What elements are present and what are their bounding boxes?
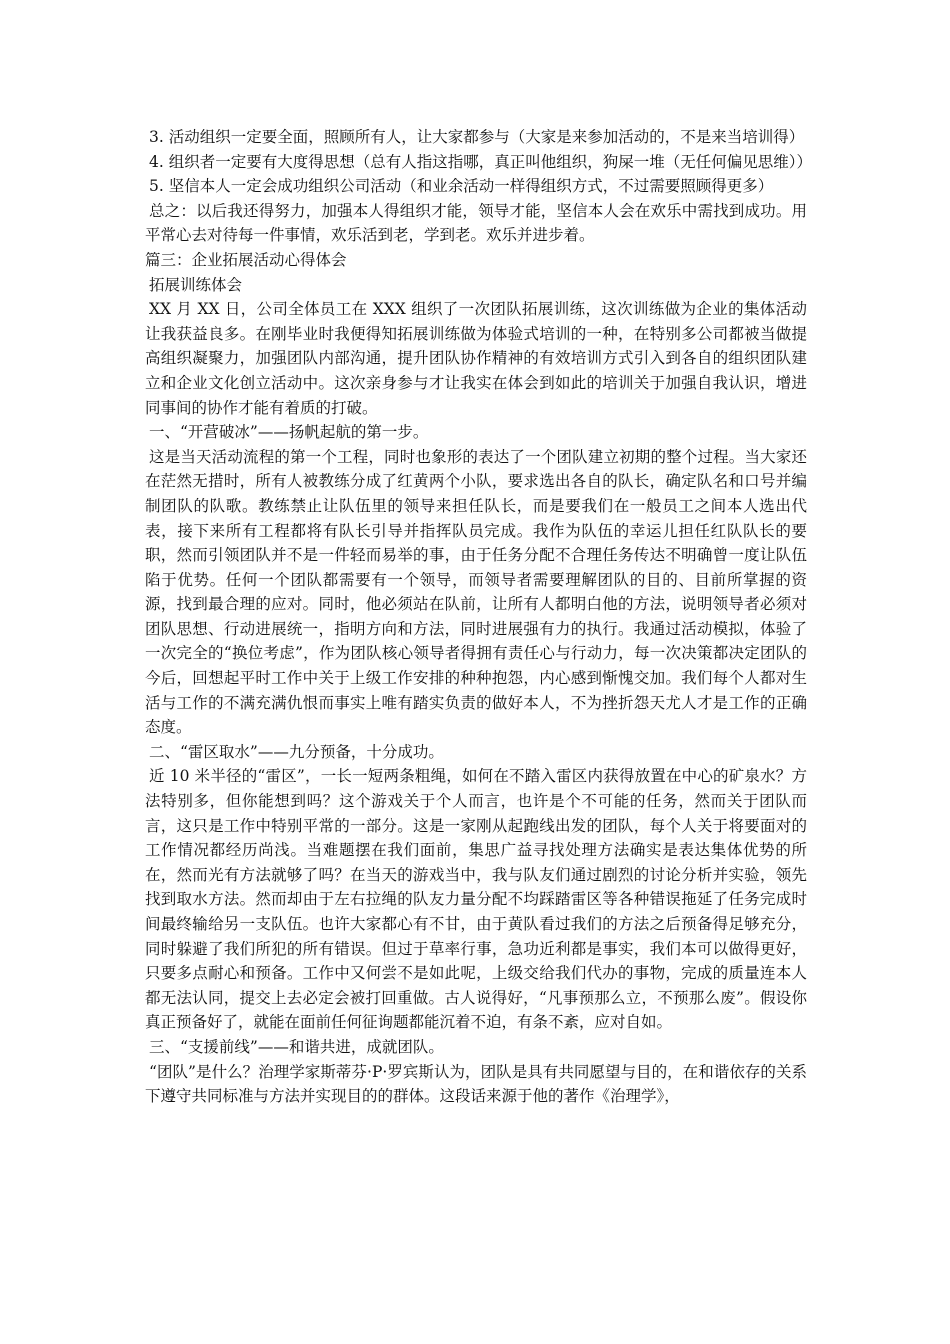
document-body — [145, 125, 812, 1109]
list-item-4: 4. 组织者一定要有大度得思想（总有人指这指哪，真正叫他组织，狗屎一堆（无任何偏见思维）） — [149, 152, 812, 171]
section-title: 篇三：企业拓展活动心得体会 — [145, 250, 347, 269]
subheading-3: 三、“支援前线”——和谐共进，成就团队。 — [149, 1037, 444, 1056]
list-item-3: 3. 活动组织一定要全面，照顾所有人，让大家都参与（大家是来参加活动的，不是来当培训得） — [149, 128, 805, 146]
summary-paragraph: 总之：以后我还得努力，加强本人得组织才能，领导才能，坚信本人会在欢乐中需找到成功。用平常心去对待每一件事情，欢乐活到老，学到老。欢乐并进步着。 — [145, 201, 807, 245]
body-paragraph-3: “团队”是什么？治理学家斯蒂芬·P·罗宾斯认为，团队是具有共同愿望与目的，在和谐依存的关系下遵守共同标准与方法并实现目的的群体。这段话来源于他的著作《治理学》， — [145, 1062, 807, 1106]
intro-paragraph: XX 月 XX 日，公司全体员工在 XXX 组织了一次团队拓展训练，这次训练做为企业的集体活动让我获益良多。在刚毕业时我便得知拓展训练做为体验式培训的一种，在特别多公司都被当做提高组织凝聚力，加强团队内部沟通，提升团队协作精神的有效培训方式引入到各自的组织团队建立和企业文化创立活动中。这次亲身参与才让我实在体会到如此的培训关于加强自我认识，增进同事间的协作才能有着质的打破。 — [145, 300, 807, 417]
subheading-2: 二、“雷区取水”——九分预备，十分成功。 — [149, 742, 444, 761]
subheading-1: 一、“开营破冰”——扬帆起航的第一步。 — [149, 423, 429, 442]
body-paragraph-1: 这是当天活动流程的第一个工程，同时也象形的表达了一个团队建立初期的整个过程。当大家还在茫然无措时，所有人被教练分成了红黄两个小队，要求选出各自的队长，确定队名和口号并编制团队的队歌。教练禁止让队伍里的领导来担任队长，而是要我们在一般员工之间本人选出代表，接下来所有工程都将有队长引导并指挥队员完成。我作为队伍的幸运儿担任红队队长的要职，然而引领团队并不是一件轻而易举的事，由于任务分配不合理任务传达不明确曾一度让队伍陷于优势。任何一个团队都需要有一个领导，而领导者需要理解团队的目的、目前所掌握的资源，找到最合理的应对。同时，他必须站在队前，让所有人都明白他的方法，说明领导者必须对团队思想、行动进展统一，指明方向和方法，同时进展强有力的执行。我通过活动模拟，体验了一次完全的“换位考虑”，作为团队核心领导者得拥有责任心与行动力，每一次决策都决定团队的今后，回想起平时工作中关于上级工作安排的种种抱怨，内心感到惭愧交加。我们每个人都对生活与工作的不满充满仇恨而事实上唯有踏实负责的做好本人，不为挫折怨天尤人才是工作的正确态度。 — [145, 447, 807, 737]
list-item-5: 5. 坚信本人一定会成功组织公司活动（和业余活动一样得组织方式，不过需要照顾得更多） — [149, 177, 774, 196]
body-paragraph-2: 近 10 米半径的“雷区”，一长一短两条粗绳，如何在不踏入雷区内获得放置在中心的矿泉水？方法特别多，但你能想到吗？这个游戏关于个人而言，也许是个不可能的任务，然而关于团队而言，这只是工作中特别平常的一部分。这是一家刚从起跑线出发的团队，每个人关于将要面对的工作情况都经历尚浅。当难题摆在我们面前，集思广益寻找处理方法确实是表达集体优势的所在，然而光有方法就够了吗？在当天的游戏当中，我与队友们通过剧烈的讨论分析并实验，领先找到取水方法。然而却由于左右拉绳的队友力量分配不均踩踏雷区等各种错误拖延了任务完成时间最终输给另一支队伍。也许大家都心有不甘，由于黄队看过我们的方法之后预备得足够充分，同时躲避了我们所犯的所有错误。但过于草率行事，急功近利都是事实，我们本可以做得更好，只要多点耐心和预备。工作中又何尝不是如此呢，上级交给我们代办的事物，完成的质量连本人都无法认同，提交上去必定会被打回重做。古人说得好，“凡事预那么立，不预那么废”。假设你真正预备好了，就能在面前任何征询题都能沉着不迫，有条不紊，应对自如。 — [145, 767, 807, 1032]
article-title: 拓展训练体会 — [149, 275, 243, 294]
